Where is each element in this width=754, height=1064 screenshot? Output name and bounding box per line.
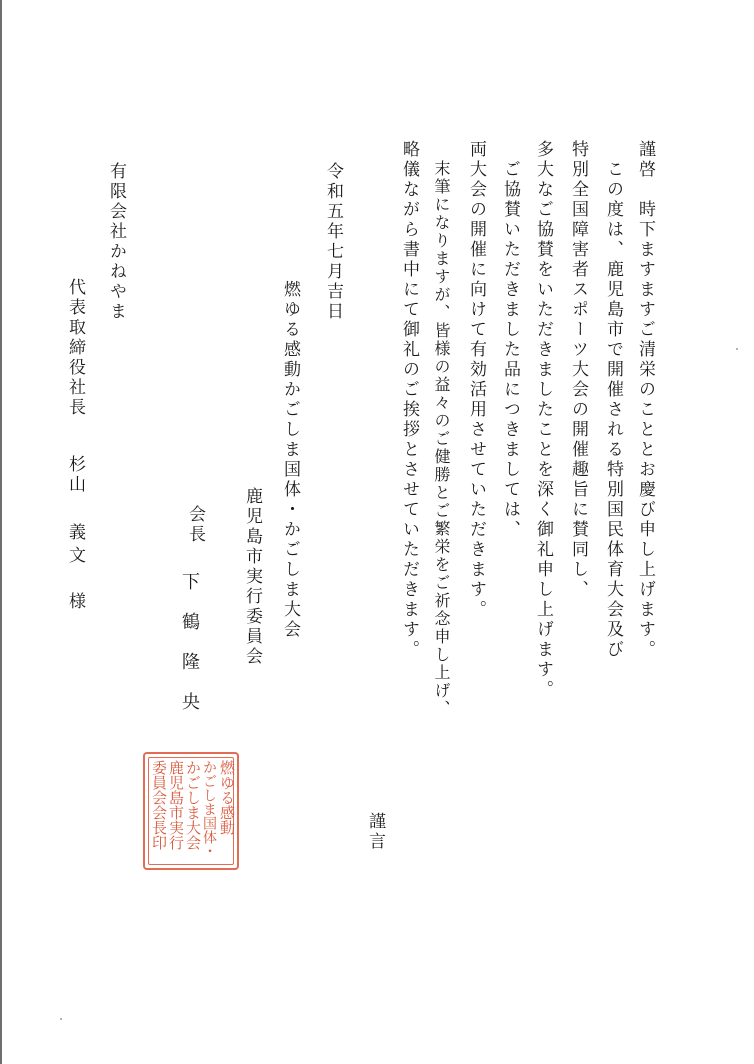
official-seal — [143, 752, 239, 870]
recipient-surname: 杉山 — [65, 455, 85, 495]
seal-text-4: 鹿児島市実行 — [167, 760, 185, 850]
body-line-7: 末筆になりますが、皆様の益々のご健勝とご繁栄をご祈念申し上げ、 — [432, 160, 451, 718]
scan-edge — [0, 0, 2, 1064]
recipient-honorific: 様 — [65, 592, 85, 612]
sender-name: 下鶴隆央 — [179, 572, 200, 732]
body-line-3: 特別全国障害者スポーツ大会の開催趣旨に賛同し、 — [568, 140, 588, 600]
recipient-given-name: 義文 — [65, 523, 85, 569]
letter-date: 令和五年七月吉日 — [323, 162, 343, 322]
sender-title: 会長 — [185, 505, 205, 545]
closing-word: 謹言 — [365, 812, 385, 852]
scan-speck — [60, 1018, 62, 1020]
body-line-2: この度は、鹿児島市で開催される特別国民体育大会及び — [603, 160, 623, 660]
body-line-1: 謹啓 時下ますますご清栄のこととお慶び申し上げます。 — [635, 140, 655, 660]
seal-text-1: 燃ゆる感動 — [218, 760, 236, 835]
body-line-8: 略儀ながら書中にて御礼のご挨拶とさせていただきます。 — [399, 140, 419, 660]
seal-text-3: かごしま大会 — [184, 760, 202, 850]
recipient-title: 代表取締役社長 — [65, 278, 85, 418]
scan-speck — [736, 348, 738, 350]
seal-text-5: 委員会会長印 — [150, 760, 168, 850]
seal-text-2: かごしま国体・ — [201, 760, 217, 858]
sender-committee: 鹿児島市実行委員会 — [242, 487, 262, 667]
recipient-company: 有限会社かねやま — [106, 162, 126, 322]
body-line-5: ご協賛いただきました品につきましては、 — [500, 160, 520, 540]
body-line-6: 両大会の開催に向けて有効活用させていただきます。 — [466, 140, 486, 620]
sender-event: 燃ゆる感動かごしま国体・かごしま大会 — [280, 280, 300, 640]
body-line-4: 多大なご協賛をいただきましたことを深く御礼申し上げます。 — [533, 140, 553, 700]
